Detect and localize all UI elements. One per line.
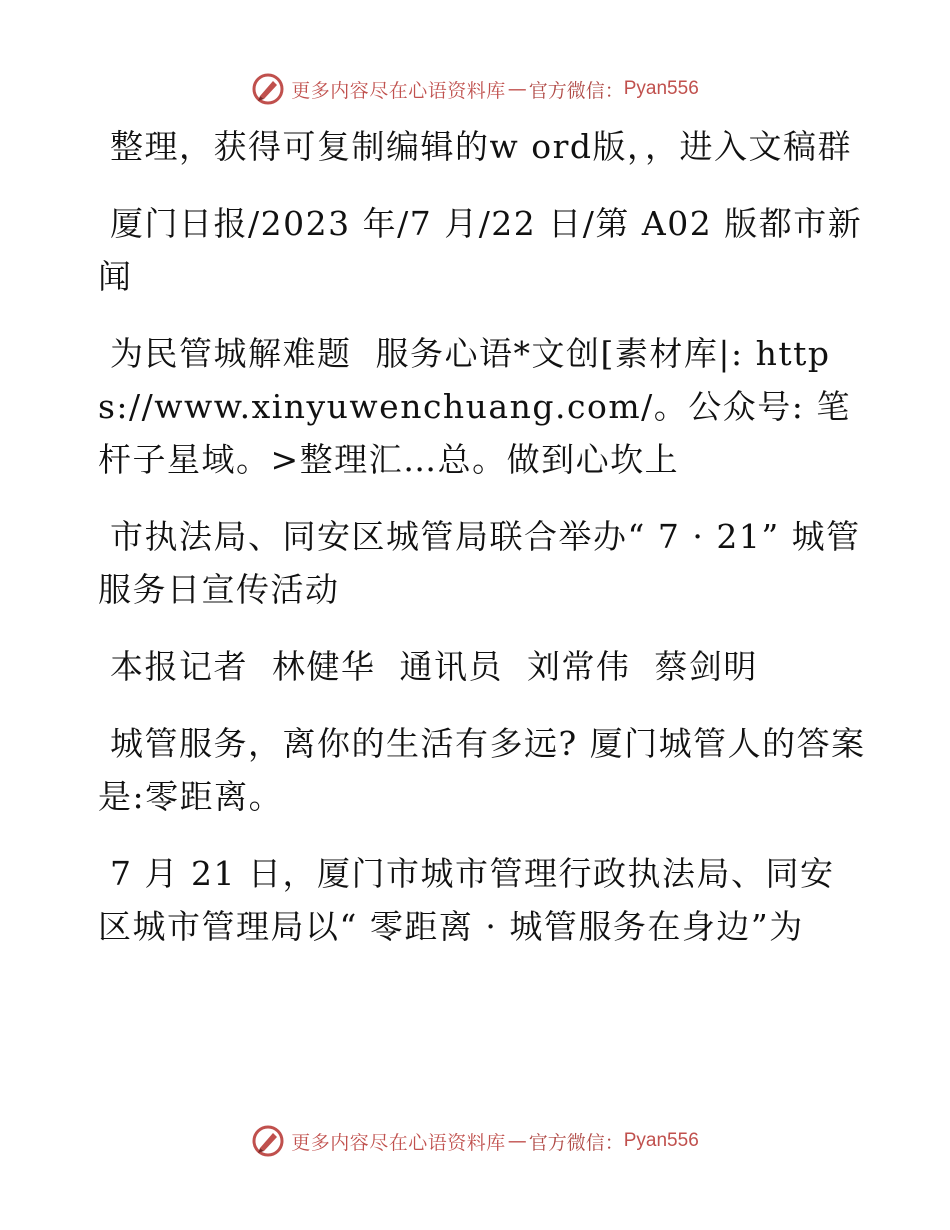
header-watermark bbox=[0, 72, 950, 106]
watermark-wechat-id: Pyan556 bbox=[623, 78, 699, 99]
watermark-label: 官方微信： bbox=[528, 79, 624, 102]
pen-logo-icon bbox=[251, 72, 285, 106]
watermark-dash: — bbox=[507, 78, 527, 100]
paragraph bbox=[98, 327, 868, 486]
paragraph bbox=[98, 640, 868, 693]
paragraph bbox=[98, 510, 868, 616]
paragraph-text: 厦门日报/2023 年/7 月/22 日/第 A02 版都市新闻 bbox=[98, 204, 863, 296]
watermark-text: 更多内容尽在心语资料库 bbox=[291, 1131, 506, 1154]
paragraph bbox=[98, 197, 868, 303]
watermark-text: 更多内容尽在心语资料库 bbox=[291, 79, 506, 102]
paragraph-text: 本报记者 林健华 通讯员 刘常伟 蔡剑明 bbox=[110, 647, 758, 686]
watermark-dash: — bbox=[507, 1130, 527, 1152]
paragraph bbox=[98, 120, 868, 173]
paragraph bbox=[98, 847, 868, 953]
pen-logo-icon bbox=[251, 1124, 285, 1158]
paragraph bbox=[98, 717, 868, 823]
paragraph-text: 整理，获得可复制编辑的w ord版，，进入文稿群 bbox=[110, 127, 853, 166]
watermark-label: 官方微信： bbox=[528, 1131, 624, 1154]
paragraph-text: 为民管城解难题 服务心语*文创[素材库|: https://www.xinyuwenchuang.com/。公众号: 笔杆子星域。>整理汇…总。做到心坎上 bbox=[98, 334, 851, 479]
paragraph-text: 7 月 21 日，厦门市城市管理行政执法局、同安区城市管理局以“ 零距离 · 城管服务在身边”为 bbox=[98, 854, 835, 946]
document-body bbox=[98, 120, 868, 977]
watermark-wechat-id: Pyan556 bbox=[623, 1130, 699, 1151]
paragraph-text: 城管服务，离你的生活有多远? 厦门城管人的答案是:零距离。 bbox=[98, 724, 866, 816]
paragraph-text: 市执法局、同安区城管局联合举办“ 7 · 21” 城管服务日宣传活动 bbox=[98, 517, 861, 609]
footer-watermark bbox=[0, 1124, 950, 1158]
